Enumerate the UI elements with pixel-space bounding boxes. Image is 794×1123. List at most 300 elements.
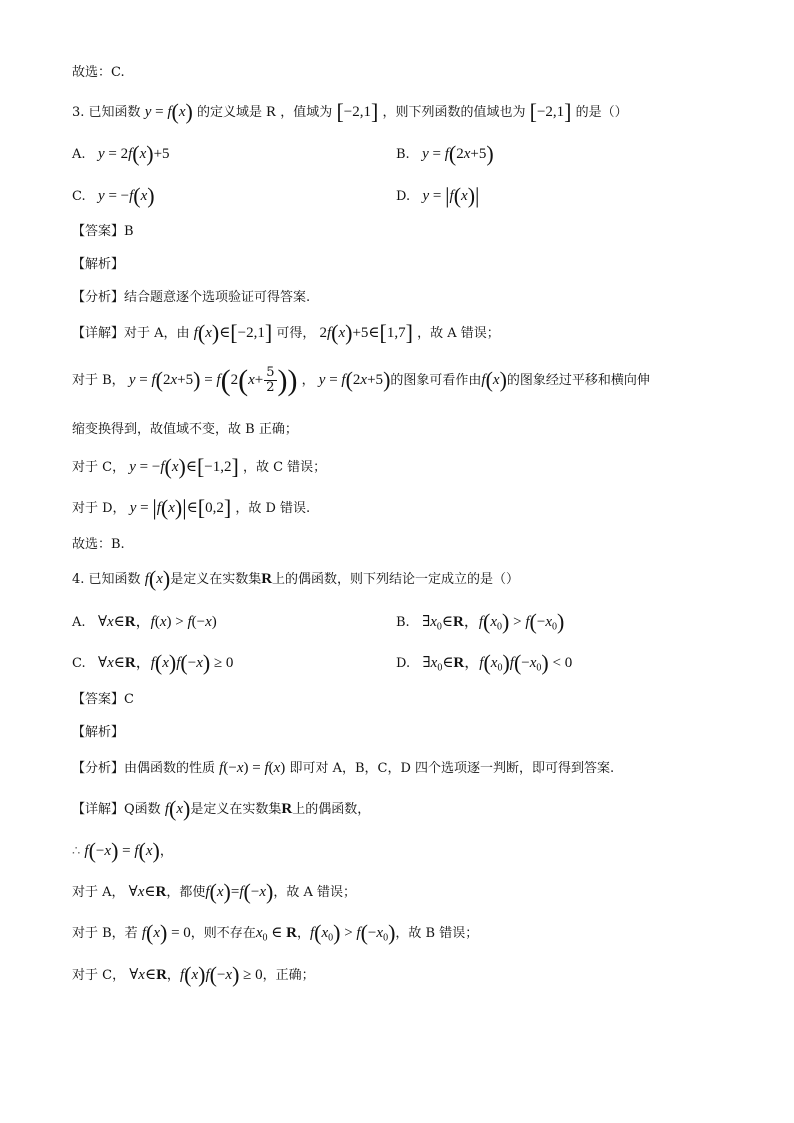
- math: [: [379, 320, 387, 345]
- option-label: B.: [396, 147, 410, 162]
- math: = −: [104, 188, 130, 204]
- jiexi-4: [72, 722, 124, 744]
- math: (−: [191, 614, 206, 630]
- math: ): [146, 141, 154, 166]
- text: 可得，: [276, 326, 316, 341]
- option-label: D.: [396, 189, 411, 204]
- math: x: [273, 760, 281, 776]
- math: x: [170, 372, 178, 388]
- math: f: [219, 760, 224, 776]
- xiangjie-4-4: [72, 922, 478, 950]
- option-label: B.: [396, 615, 410, 630]
- math: ): [499, 367, 507, 392]
- q4-option-b: [396, 611, 564, 639]
- math: x: [225, 967, 233, 983]
- xiangjie-4-2: [72, 840, 173, 863]
- math: x: [216, 884, 224, 900]
- math: f: [449, 188, 454, 204]
- math: )): [277, 364, 298, 397]
- math: ): [223, 879, 231, 904]
- math: f: [205, 884, 210, 900]
- math: ) >: [166, 614, 188, 630]
- math: ]: [231, 454, 239, 479]
- xiangjie-3-c: [72, 456, 326, 479]
- fenxi-3: [72, 287, 310, 309]
- label: 【答案】: [72, 224, 125, 239]
- math: ) =: [243, 760, 265, 776]
- math: x: [107, 655, 114, 671]
- math: −: [95, 843, 105, 859]
- q4-option-d: [396, 652, 572, 680]
- math: (: [448, 141, 457, 166]
- text: 3. 已知函数: [72, 105, 141, 120]
- math: f: [164, 801, 169, 817]
- math: =: [151, 104, 168, 120]
- math: −1,2: [204, 459, 232, 475]
- option-b: [396, 143, 494, 166]
- math: (: [220, 364, 231, 397]
- xiangjie-3-d: [72, 497, 310, 520]
- answer-value: C: [124, 692, 134, 707]
- math: [: [529, 99, 537, 124]
- math: =: [429, 188, 446, 204]
- text: 是定义在实数集: [190, 802, 282, 817]
- xiangjie-3-a: [72, 322, 500, 345]
- math: ): [193, 367, 201, 392]
- math: y: [129, 500, 137, 516]
- math: ): [160, 920, 168, 945]
- math: x: [168, 500, 175, 516]
- math: ]: [564, 99, 572, 124]
- math: >: [340, 925, 357, 941]
- answer-value: B: [124, 224, 134, 239]
- math: R: [156, 967, 167, 983]
- math: (: [184, 962, 192, 987]
- math: ): [111, 838, 119, 863]
- math: ，: [464, 655, 480, 671]
- math: (: [171, 99, 179, 124]
- math: x: [376, 925, 384, 941]
- math: ): [202, 650, 211, 675]
- xiangjie-3-b: [72, 366, 650, 395]
- math: ]: [405, 320, 413, 345]
- math: f: [264, 760, 269, 776]
- text: ∴: [72, 844, 81, 859]
- math: ∈: [144, 884, 156, 900]
- math: f: [478, 614, 484, 630]
- math: x: [178, 104, 186, 120]
- denominator: 2: [266, 380, 275, 395]
- math: ∃: [422, 655, 431, 671]
- math: ): [147, 183, 155, 208]
- math: f: [151, 372, 156, 388]
- text: 4. 已知函数: [72, 572, 141, 587]
- math: x: [139, 146, 147, 162]
- math: =: [200, 372, 217, 388]
- math: [: [197, 495, 206, 520]
- math: ∈: [186, 500, 198, 516]
- math: f: [479, 655, 484, 671]
- text: Q函数: [124, 802, 161, 817]
- math: x: [196, 655, 203, 671]
- math: ≥ 0: [210, 655, 234, 671]
- text: 对于 C，: [72, 460, 126, 475]
- math: −: [187, 655, 197, 671]
- xiangjie-4-1: [72, 798, 370, 821]
- text: 上的偶函数，: [292, 802, 371, 817]
- text: ，都使: [166, 885, 206, 900]
- math: x: [360, 372, 368, 388]
- text: ，: [166, 968, 180, 983]
- text: 对于 C，: [72, 968, 126, 983]
- fenxi-4: [72, 757, 614, 780]
- math: R: [281, 801, 293, 817]
- math: x: [255, 925, 263, 941]
- math: 0: [328, 932, 334, 944]
- math: (: [197, 320, 206, 345]
- math: ，: [463, 614, 479, 630]
- math: =: [135, 372, 152, 388]
- math: f: [156, 500, 161, 516]
- math: x: [107, 614, 114, 630]
- math: =: [118, 843, 135, 859]
- math: (: [180, 650, 188, 675]
- math: ∈: [441, 614, 454, 630]
- math: f: [216, 372, 221, 388]
- text: ，则下列函数的值域也为: [382, 105, 526, 120]
- math: = −: [135, 459, 161, 475]
- fraction: [264, 366, 276, 395]
- q4-option-a: [72, 611, 217, 634]
- math: f: [525, 614, 530, 630]
- math: R: [261, 571, 273, 587]
- math: ∈: [144, 967, 157, 983]
- math: (: [148, 566, 157, 591]
- math: ): [152, 838, 160, 863]
- math: x: [545, 614, 552, 630]
- math: (: [331, 320, 339, 345]
- math: R: [124, 614, 136, 630]
- math: =: [136, 500, 153, 516]
- math: ): [162, 566, 171, 591]
- math: (: [453, 183, 462, 208]
- math: −: [216, 967, 226, 983]
- text: ，: [159, 844, 173, 859]
- math: ): [185, 99, 193, 124]
- math: R: [124, 655, 136, 671]
- math: +5: [367, 372, 384, 388]
- math: (: [209, 962, 217, 987]
- math: ): [541, 650, 549, 675]
- math: x: [176, 801, 183, 817]
- math: f: [84, 843, 89, 859]
- math: f: [150, 655, 155, 671]
- math: f: [150, 614, 155, 630]
- math: 2: [162, 372, 171, 388]
- math: ≥ 0: [239, 967, 263, 983]
- math: ]: [223, 495, 232, 520]
- math: ): [502, 609, 510, 634]
- text: 的是（）: [575, 105, 628, 120]
- text: 对于 B，若: [72, 926, 138, 941]
- math: +5: [177, 372, 194, 388]
- math: (: [160, 495, 169, 520]
- xiangjie-4-3: [72, 881, 356, 904]
- math: ): [265, 879, 274, 904]
- option-label: A.: [72, 615, 86, 630]
- math: (: [155, 367, 163, 392]
- math: x: [430, 614, 437, 630]
- math: ): [211, 614, 217, 630]
- math: x: [162, 655, 169, 671]
- math: x: [104, 843, 112, 859]
- math: f: [509, 655, 514, 671]
- math: ): [232, 962, 240, 987]
- math: ): [211, 320, 220, 345]
- math: 0: [536, 662, 542, 674]
- math: R: [155, 884, 167, 900]
- option-label: C.: [72, 656, 86, 671]
- math: x: [137, 884, 145, 900]
- text: ，故 B 错误；: [395, 926, 479, 941]
- math: =: [230, 884, 240, 900]
- math: R: [453, 614, 464, 630]
- math: (: [243, 879, 251, 904]
- option-a: [72, 143, 170, 166]
- text: ，故 A 错误；: [417, 326, 500, 341]
- math: f: [141, 925, 146, 941]
- label: 【分析】: [72, 290, 125, 305]
- math: ，: [135, 614, 151, 630]
- text: ，: [301, 373, 315, 388]
- text: 上的偶函数，则下列结论一定成立的是（）: [272, 572, 520, 587]
- math: 0: [383, 932, 389, 944]
- math: x: [205, 614, 212, 630]
- math: x: [529, 655, 537, 671]
- math: 0: [497, 621, 503, 633]
- math: 2: [456, 146, 464, 162]
- math: = 2: [104, 146, 129, 162]
- math: (: [268, 760, 274, 776]
- math: =: [428, 146, 445, 162]
- math: f: [239, 884, 244, 900]
- math: f: [129, 188, 134, 204]
- math: −2,1: [237, 325, 265, 341]
- math: ∈: [442, 655, 454, 671]
- math: y: [144, 104, 152, 120]
- math: (: [164, 454, 172, 479]
- math: (: [485, 367, 493, 392]
- math: ∈: [185, 459, 197, 475]
- math: f: [187, 614, 192, 630]
- math: (: [529, 609, 537, 634]
- math: (: [513, 650, 522, 675]
- math: >: [509, 614, 526, 630]
- math: f: [128, 146, 133, 162]
- math: f: [326, 325, 332, 341]
- xiangjie-4-5: [72, 964, 315, 987]
- math: ): [383, 367, 391, 392]
- math: ): [174, 495, 183, 520]
- math: x: [321, 925, 329, 941]
- math: ∀: [98, 655, 108, 671]
- text: 对于 A，: [72, 885, 125, 900]
- math: f: [356, 925, 361, 941]
- math: 2: [319, 325, 327, 341]
- text: ，故 A 错误；: [273, 885, 356, 900]
- text: 对于 A，由: [124, 326, 190, 341]
- math: |: [152, 495, 157, 520]
- text: 的图象经过平移和横向伸: [506, 373, 650, 388]
- math: x: [463, 146, 471, 162]
- math: f: [309, 925, 315, 941]
- math: |: [475, 183, 480, 208]
- math: (: [360, 920, 368, 945]
- math: x: [259, 884, 266, 900]
- text: ，正确；: [262, 968, 315, 983]
- option-label: D.: [396, 656, 411, 671]
- math: y: [97, 146, 105, 162]
- math: (: [483, 609, 491, 634]
- answer-4: [72, 689, 134, 711]
- math: f: [167, 104, 172, 120]
- math: −: [536, 614, 546, 630]
- math: x: [236, 760, 244, 776]
- math: ∃: [422, 614, 431, 630]
- math: f: [160, 459, 165, 475]
- math: ): [333, 920, 341, 945]
- math: (: [209, 879, 217, 904]
- math: −: [367, 925, 377, 941]
- math: =: [325, 372, 342, 388]
- math: +5: [470, 146, 487, 162]
- math: y: [128, 372, 136, 388]
- label: 【解析】: [72, 725, 125, 740]
- math: x: [248, 372, 255, 388]
- math: f: [205, 967, 210, 983]
- math: (: [345, 367, 353, 392]
- math: R: [286, 925, 297, 941]
- math: ]: [264, 320, 273, 345]
- math: f: [176, 655, 181, 671]
- math: ): [388, 920, 396, 945]
- math: x: [492, 372, 500, 388]
- math: (: [483, 650, 491, 675]
- math: (: [138, 838, 146, 863]
- text: ，: [296, 926, 310, 941]
- option-c: [72, 185, 155, 208]
- math: |: [445, 183, 450, 208]
- math: (: [154, 650, 163, 675]
- text-line: [72, 62, 125, 84]
- math: R: [266, 104, 277, 120]
- option-label: C.: [72, 189, 86, 204]
- text: 的定义域是: [196, 105, 262, 120]
- math: [: [230, 320, 238, 345]
- math: ): [168, 650, 177, 675]
- answer-3: [72, 221, 134, 243]
- math: ): [556, 609, 565, 634]
- label: 【答案】: [72, 692, 125, 707]
- math: (: [314, 920, 322, 945]
- math: 0: [551, 621, 557, 633]
- math: 0,2: [205, 500, 224, 516]
- math: x: [159, 614, 167, 630]
- math: ): [345, 320, 353, 345]
- math: ∀: [129, 967, 139, 983]
- math: ，: [135, 655, 151, 671]
- text: 故选：C.: [72, 65, 125, 80]
- math: +: [254, 372, 264, 388]
- math: y: [98, 188, 105, 204]
- label: 【分析】: [72, 761, 125, 776]
- math: < 0: [548, 655, 573, 671]
- option-label: A.: [72, 147, 86, 162]
- text: 即可对 A，B，C，D 四个选项逐一判断，即可得到答案.: [289, 761, 615, 776]
- numerator: 5: [266, 365, 275, 380]
- text: 是定义在实数集: [170, 572, 262, 587]
- math: 0: [497, 662, 503, 674]
- math: x: [490, 655, 498, 671]
- question-3-stem: [72, 101, 628, 124]
- math: = 0: [167, 925, 191, 941]
- math: (: [132, 141, 140, 166]
- math: x: [153, 925, 160, 941]
- math: +5∈: [352, 325, 380, 341]
- math: f: [144, 571, 149, 587]
- math: ]: [370, 99, 379, 124]
- math: x: [461, 188, 468, 204]
- math: ): [280, 760, 286, 776]
- math: x: [191, 967, 199, 983]
- math: −2,1: [536, 104, 565, 120]
- math: ∈: [219, 325, 231, 341]
- math: x: [140, 188, 148, 204]
- math: ): [198, 962, 206, 987]
- text: 结合题意逐个选项验证可得答案.: [124, 290, 311, 305]
- label: 【详解】: [72, 802, 125, 817]
- math: x: [205, 325, 212, 341]
- text: 对于 B，: [72, 373, 125, 388]
- math: f: [341, 372, 346, 388]
- math: [: [196, 454, 205, 479]
- math: (: [169, 796, 177, 821]
- math: f: [444, 146, 449, 162]
- math: −: [521, 655, 530, 671]
- math: (: [146, 920, 154, 945]
- math: +5: [153, 146, 170, 162]
- math: 0: [262, 932, 268, 944]
- math: ∈: [267, 925, 287, 941]
- math: 2: [352, 372, 361, 388]
- math: y: [318, 372, 326, 388]
- math: 0: [436, 621, 442, 633]
- math: y: [422, 146, 429, 162]
- math: (−: [223, 760, 237, 776]
- math: f: [179, 967, 185, 983]
- math: x: [430, 655, 438, 671]
- math: −: [250, 884, 260, 900]
- math: x: [338, 325, 346, 341]
- text: 缩变换得到，故值域不变，故 B 正确；: [72, 422, 298, 437]
- label: 【详解】: [72, 326, 125, 341]
- math: ): [486, 141, 494, 166]
- math: ): [502, 650, 510, 675]
- text: 对于 D，: [72, 501, 126, 516]
- text: 的图象可看作由: [390, 373, 482, 388]
- question-4-stem: [72, 568, 519, 591]
- math: R: [453, 655, 465, 671]
